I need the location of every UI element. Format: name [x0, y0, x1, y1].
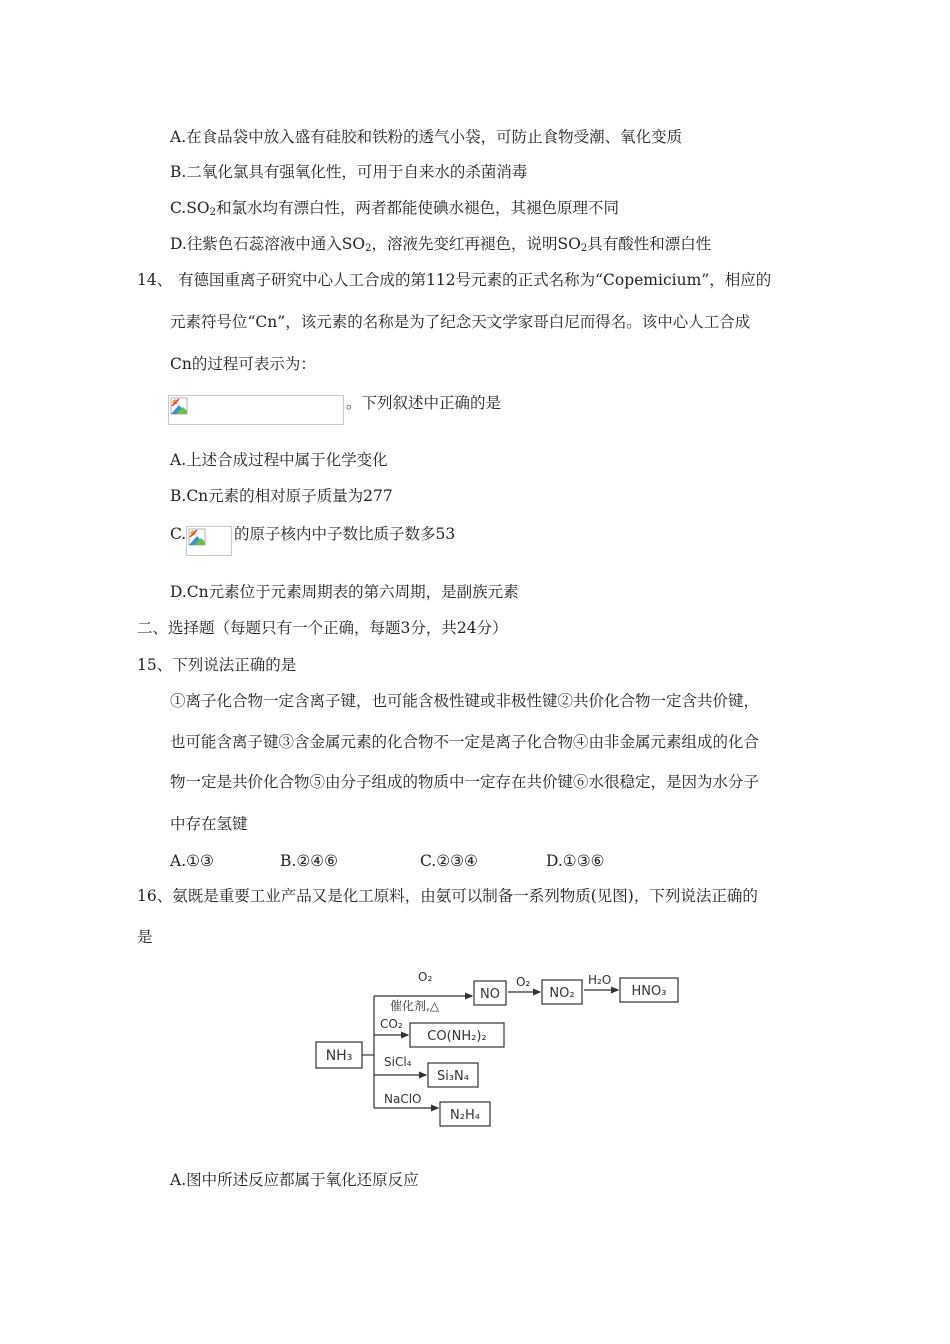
q15-statement-line4: 中存在氢键: [170, 815, 248, 833]
h2o-reagent: H₂O: [588, 973, 612, 987]
catalyst-condition: 催化剂,△: [390, 999, 440, 1013]
si3n4-label: Si₃N₄: [436, 1069, 470, 1084]
q16-stem-line2: 是: [137, 928, 153, 946]
q14-option-c-prefix: C.: [170, 525, 187, 543]
o2-reagent-top: O₂: [418, 970, 433, 984]
n2h4-label: N₂H₄: [450, 1108, 480, 1123]
q15-statement-line3: 物一定是共价化合物⑤由分子组成的物质中一定存在共价键⑥水很稳定，是因为水分子: [170, 773, 760, 791]
q15-option-b: B.②④⑥: [280, 852, 339, 870]
section-heading: 二、选择题（每题只有一个正确，每题3分，共24分）: [137, 619, 508, 637]
q15-option-c: C.②③④: [420, 852, 478, 870]
hno3-label: HNO₃: [631, 984, 667, 999]
naclo-reagent: NaClO: [384, 1092, 422, 1106]
q14-option-a: A.上述合成过程中属于化学变化: [170, 451, 388, 469]
q14-stem-line3: Cn的过程可表示为：: [170, 355, 316, 373]
q15-stem: 15、下列说法正确的是: [137, 656, 297, 674]
q15-option-a: A.①③: [170, 852, 214, 870]
q14-option-b: B.Cn元素的相对原子质量为277: [170, 487, 393, 505]
co2-reagent: CO₂: [380, 1017, 403, 1031]
ammonia-reaction-diagram: [310, 962, 700, 1137]
image-placeholder-icon: [170, 397, 188, 415]
q13-option-a: A.在食品袋中放入盛有硅胶和铁粉的透气小袋，可防止食物受潮、氧化变质: [170, 128, 683, 146]
urea-label: CO(NH₂)₂: [427, 1029, 487, 1044]
image-placeholder-icon: [188, 528, 206, 546]
q13-option-b: B.二氧化氯具有强氧化性，可用于自来水的杀菌消毒: [170, 163, 528, 181]
no-label: NO: [480, 987, 500, 1002]
q14-after-image-text: 。下列叙述中正确的是: [346, 394, 502, 412]
q16-option-a: A.图中所述反应都属于氧化还原反应: [170, 1171, 419, 1189]
q14-stem-line2: 元素符号位“Cn”，该元素的名称是为了纪念天文学家哥白尼而得名。该中心人工合成: [170, 313, 751, 331]
sicl4-reagent: SiCl₄: [384, 1055, 412, 1069]
q13-option-c: $C.SO_2$和氯水均有漂白性，两者都能使碘水褪色，其褪色原理不同: [170, 199, 619, 218]
o2-reagent-mid: O₂: [516, 975, 531, 989]
q15-option-d: D.①③⑥: [546, 852, 605, 870]
q16-stem-line1: 16、氨既是重要工业产品又是化工原料，由氨可以制备一系列物质(见图)，下列说法正确的: [137, 887, 758, 905]
q15-statement-line2: 也可能含离子键③含金属元素的化合物不一定是离子化合物④由非金属元素组成的化合: [170, 733, 760, 751]
broken-image-icon: [186, 526, 232, 556]
q14-stem-line1: 有德国重离子研究中心人工合成的第112号元素的正式名称为“Copemicium”，相应的: [178, 271, 772, 289]
broken-image-icon: [168, 395, 344, 425]
no2-label: NO₂: [549, 986, 575, 1001]
q13-option-d: D.往紫色石蕊溶液中通入$SO_2$，溶液先变红再褪色，说明$SO_2$具有酸性和漂白性: [170, 235, 712, 254]
q14-number: 14、: [137, 271, 173, 289]
q14-option-c-text: 的原子核内中子数比质子数多53: [234, 525, 456, 543]
nh3-label: NH₃: [325, 1048, 353, 1064]
q15-statement-line1: ①离子化合物一定含离子键，也可能含极性键或非极性键②共价化合物一定含共价键，: [170, 692, 760, 710]
q14-option-d: D.Cn元素位于元素周期表的第六周期，是副族元素: [170, 583, 519, 601]
